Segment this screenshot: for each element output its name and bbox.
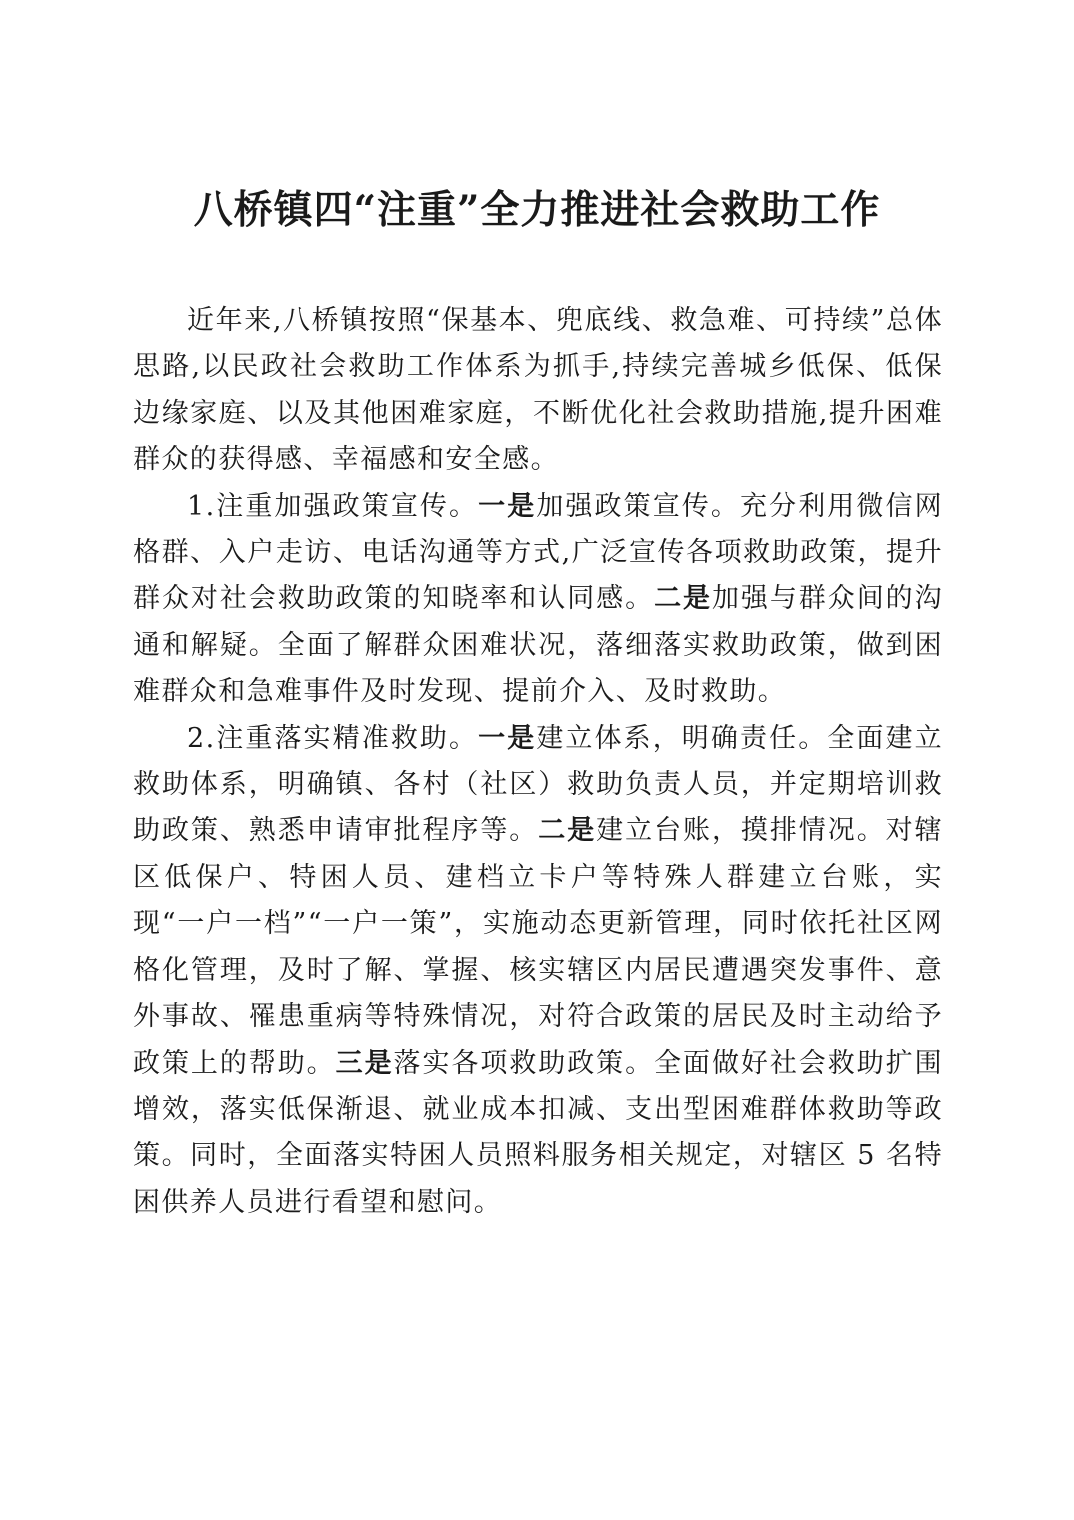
section-1-lead-1: 一是 — [478, 490, 537, 522]
document-body — [133, 298, 943, 1226]
section-1-paragraph — [133, 484, 943, 716]
section-2-text-2: 建立台账，摸排情况。对辖区低保户、特困人员、建档立卡户等特殊人群建立台账，实现“一户一档”“一户一策”，实施动态更新管理，同时依托社区网格化管理，及时了解、掌握、核实辖区内居民遭遇突发事件、意外事故、罹患重病等特殊情况，对符合政策的居民及时主动给予政策上的帮助。 — [133, 815, 943, 1079]
section-1-text-2: 加强与群众间的沟通和解疑。全面了解群众困难状况，落细落实救助政策，做到困难群众和急难事件及时发现、提前介入、及时救助。 — [133, 583, 944, 708]
section-2-heading: 2.注重落实精准救助。 — [187, 722, 479, 754]
section-2-lead-3: 三是 — [335, 1047, 394, 1079]
section-2-lead-1: 一是 — [478, 722, 537, 754]
document-title: 八桥镇四“注重”全力推进社会救助工作 — [193, 187, 881, 233]
section-2-lead-2: 二是 — [538, 815, 597, 847]
section-1-lead-2: 二是 — [654, 583, 712, 615]
section-1-heading: 1.注重加强政策宣传。 — [187, 490, 479, 522]
section-2-text-1: 建立体系，明确责任。全面建立救助体系，明确镇、各村（社区）救助负责人员，并定期培训救助政策、熟悉申请审批程序等。 — [133, 722, 943, 847]
section-1-text-1: 加强政策宣传。充分利用微信网格群、入户走访、电话沟通等方式,广泛宣传各项救助政策，提升群众对社会救助政策的知晓率和认同感。 — [133, 490, 943, 615]
section-2-paragraph — [133, 716, 943, 1226]
intro-paragraph: 近年来,八桥镇按照“保基本、兜底线、救急难、可持续”总体思路,以民政社会救助工作体系为抓手,持续完善城乡低保、低保边缘家庭、以及其他困难家庭，不断优化社会救助措施,提升困难群众的获得感、幸福感和安全感。 — [133, 305, 943, 476]
section-2-text-3: 落实各项救助政策。全面做好社会救助扩围增效，落实低保渐退、就业成本扣减、支出型困难群体救助等政策。同时，全面落实特困人员照料服务相关规定，对辖区 5 名特困供养人员进行看望和慰问。 — [133, 1047, 943, 1218]
